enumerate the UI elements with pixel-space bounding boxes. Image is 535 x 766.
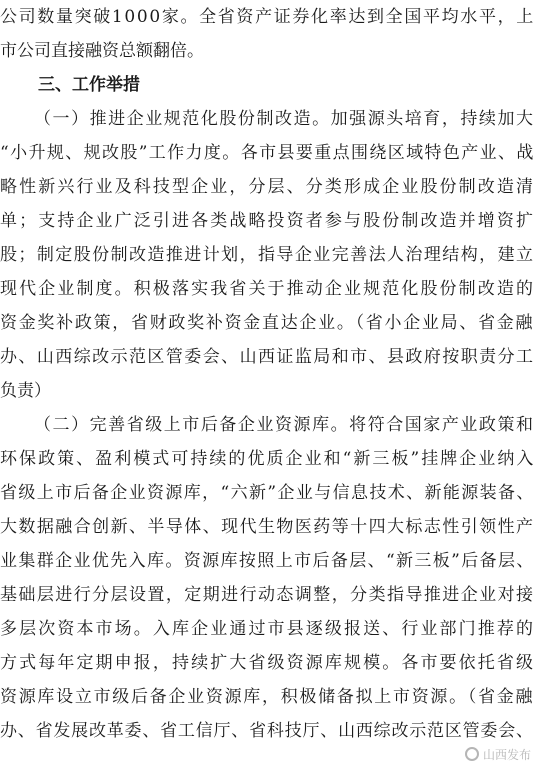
text-line-content: 资源库设立市级后备企业资源库，积极储备拟上市资源。（省金融 [0,687,535,707]
text-line-content: 基础层进行分层设置，定期进行动态调整，分类指导推进企业对接 [0,585,535,605]
text-line [0,714,535,748]
text-line [0,0,535,34]
text-line [0,136,535,170]
section-heading [38,68,535,102]
text-line-content: （二）完善省级上市后备企业资源库。将符合国家产业政策和 [34,415,535,435]
text-line [0,340,535,374]
text-line [0,374,535,408]
text-line [0,476,535,510]
text-line-content: 办、省发展改革委、省工信厅、省科技厅、山西综改示范区管委会、 [0,721,534,741]
text-line-content: （一）推进企业规范化股份制改造。加强源头培育，持续加大 [34,109,535,129]
text-line-content: “小升规、规改股”工作力度。各市县要重点围绕区域特色产业、战 [0,143,535,163]
text-line-content: 业集群企业优先入库。资源库按照上市后备层、“新三板”后备层、 [0,551,535,571]
text-line [0,544,535,578]
text-line [0,272,535,306]
text-line [0,442,535,476]
text-line-content: 资金奖补政策，省财政奖补资金直达企业。（省小企业局、省金融 [0,313,535,333]
section-heading-text: 三、工作举措 [38,75,140,95]
text-line-content: 省级上市后备企业资源库，“六新”企业与信息技术、新能源装备、 [0,483,535,503]
watermark-logo-icon [465,747,479,761]
text-line-content: 负责） [0,381,51,401]
text-line [0,578,535,612]
text-line [0,170,535,204]
watermark [465,744,531,764]
text-line [0,306,535,340]
text-line [0,510,535,544]
text-line-content: 大数据融合创新、半导体、现代生物医药等十四大标志性引领性产 [0,517,535,537]
text-line-content: 股；制定股份制改造推进计划，指导企业完善法人治理结构，建立 [0,245,535,265]
text-line [0,204,535,238]
text-line-content: 现代企业制度。积极落实我省关于推动企业规范化股份制改造的 [0,279,535,299]
text-line-content: 市公司直接融资总额翻倍。 [0,41,204,61]
text-line-content: 环保政策、盈利模式可持续的优质企业和“新三板”挂牌企业纳入 [0,449,535,469]
text-line-content: 方式每年定期申报，持续扩大省级资源库规模。各市要依托省级 [0,653,535,673]
text-line [0,680,535,714]
text-line-content: 公司数量突破1000家。全省资产证券化率达到全国平均水平，上 [0,7,535,27]
paragraph-start-line [34,408,535,442]
text-line [0,612,535,646]
text-line-content: 办、山西综改示范区管委会、山西证监局和市、县政府按职责分工 [0,347,535,367]
text-line [0,238,535,272]
text-line [0,34,535,68]
text-line-content: 多层次资本市场。入库企业通过市县逐级报送、行业部门推荐的 [0,619,535,639]
watermark-text: 山西发布 [482,747,531,762]
text-line [0,646,535,680]
paragraph-start-line [34,102,535,136]
text-line-content: 单；支持企业广泛引进各类战略投资者参与股份制改造并增资扩 [0,211,535,231]
text-line-content: 略性新兴行业及科技型企业，分层、分类形成企业股份制改造清 [0,177,535,197]
